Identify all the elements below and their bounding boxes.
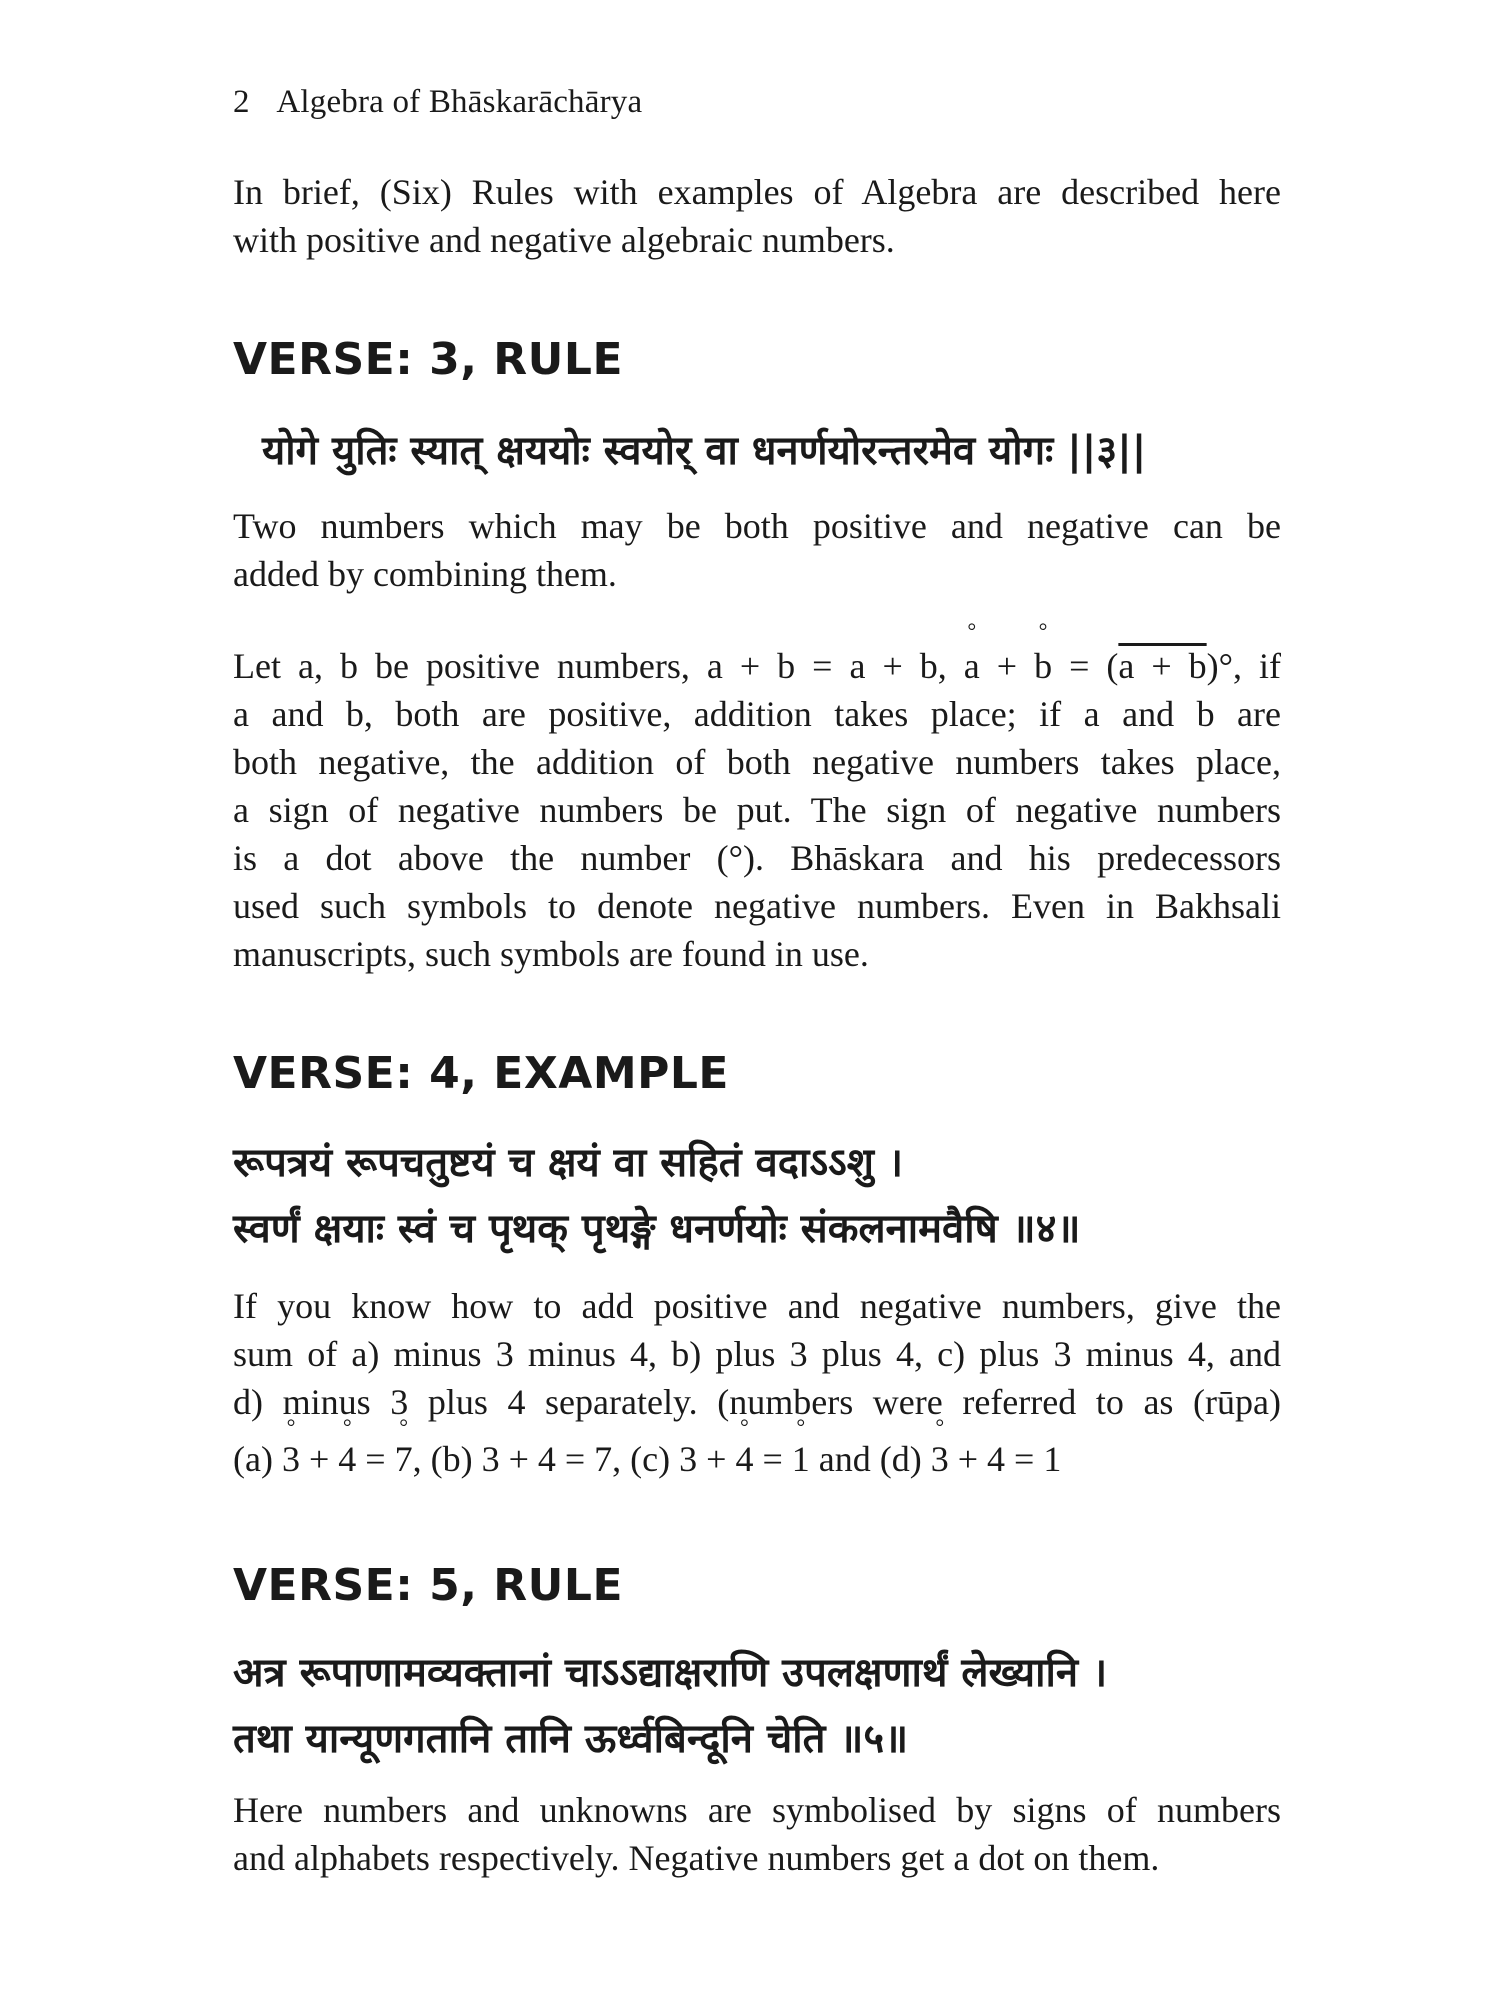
page-number: 2 [233, 84, 250, 120]
equals-sign: = [762, 1439, 783, 1479]
verse-3-heading: VERSE: 3, RULE [233, 334, 624, 385]
text-line: both negative, the addition of both negative numbers takes place, [233, 742, 1281, 782]
text-line: d) minus 3 plus 4 separately. (numbers were referred to as (rūpa) [233, 1382, 1281, 1422]
sanskrit-line: रूपत्रयं रूपचतुष्टयं च क्षयं वा सहितं वदाऽऽशु । [233, 1140, 903, 1186]
verse-4-paragraph [233, 1282, 1281, 1426]
text-line: sum of a) minus 3 minus 4, b) plus 3 plus 4, c) plus 3 minus 4, and [233, 1334, 1281, 1374]
negative-number: ° 7 [395, 1438, 413, 1480]
text-line: a sign of negative numbers be put. The sign of negative numbers [233, 790, 1281, 830]
intro-paragraph [233, 168, 1281, 264]
sanskrit-line: तथा यान्यूणगतानि तानि ऊर्ध्वबिन्दूनि चेति ॥५॥ [233, 1716, 909, 1762]
verse-5-heading: VERSE: 5, RULE [233, 1560, 624, 1611]
answer-d-label: and (d) [818, 1439, 922, 1479]
formula-text: Let a, b be positive numbers, a + b = a + b, [233, 646, 947, 686]
negative-number: ° 3 [282, 1438, 300, 1480]
sanskrit-line: अत्र रूपाणामव्यक्तानां चाऽऽद्याक्षराणि उपलक्षणार्थं लेख्यानि । [233, 1650, 1108, 1696]
text-line-formula [233, 642, 1281, 690]
negative-b: ° b [1034, 642, 1052, 690]
negative-number: ° 1 [792, 1438, 810, 1480]
verse-3-paragraph-2 [233, 642, 1281, 978]
verse-3-paragraph-1 [233, 502, 1281, 598]
answer-b-text: , (b) 3 + 4 = 7, (c) 3 + [412, 1439, 727, 1479]
verse-4-heading: VERSE: 4, EXAMPLE [233, 1048, 729, 1099]
text-line: Here numbers and unknowns are symbolised by signs of numbers [233, 1790, 1281, 1830]
text-line: added by combining them. [233, 554, 617, 594]
sanskrit-line: स्वर्णं क्षयाः स्वं च पृथक् पृथङ्गे धनर्णयोः संकलनामवैषि ॥४॥ [233, 1206, 1081, 1252]
verse-3-sanskrit: योगे युतिः स्यात् क्षययोः स्वयोर् वा धनर्णयोरन्तरमेव योगः ||३|| [262, 428, 1147, 474]
verse-4-answers [233, 1438, 1061, 1480]
text-line: a and b, both are positive, addition takes place; if a and b are [233, 694, 1281, 734]
equals-sign: = ( [1069, 646, 1119, 686]
running-head [233, 84, 642, 121]
text-line: If you know how to add positive and negative numbers, give the [233, 1286, 1281, 1326]
formula-tail: )°, if [1206, 646, 1282, 686]
running-title: Algebra of Bhāskarāchārya [276, 84, 643, 120]
text-line: used such symbols to denote negative numbers. Even in Bakhsali [233, 886, 1281, 926]
negative-a: ° a [964, 642, 980, 690]
negative-number: ° 3 [931, 1438, 949, 1480]
equals-sign: = [365, 1439, 386, 1479]
negative-number: ° 4 [735, 1438, 753, 1480]
verse-4-sanskrit [233, 1130, 1080, 1262]
text-line: and alphabets respectively. Negative numbers get a dot on them. [233, 1838, 1160, 1878]
overlined-sum: a + b [1118, 646, 1207, 686]
text-line: manuscripts, such symbols are found in use. [233, 934, 869, 974]
verse-5-paragraph [233, 1786, 1281, 1882]
text-line: In brief, (Six) Rules with examples of Algebra are described here [233, 172, 1281, 212]
answer-a-label: (a) [233, 1439, 273, 1479]
verse-5-sanskrit [233, 1640, 1107, 1772]
plus-sign: + [308, 1439, 330, 1479]
text-line: Two numbers which may be both positive and negative can be [233, 506, 1281, 546]
text-line: is a dot above the number (°). Bhāskara and his predecessors [233, 838, 1281, 878]
negative-number: ° 4 [338, 1438, 356, 1480]
answer-d-text: + 4 = 1 [957, 1439, 1062, 1479]
text-line: with positive and negative algebraic numbers. [233, 220, 895, 260]
plus-sign: + [996, 646, 1018, 686]
